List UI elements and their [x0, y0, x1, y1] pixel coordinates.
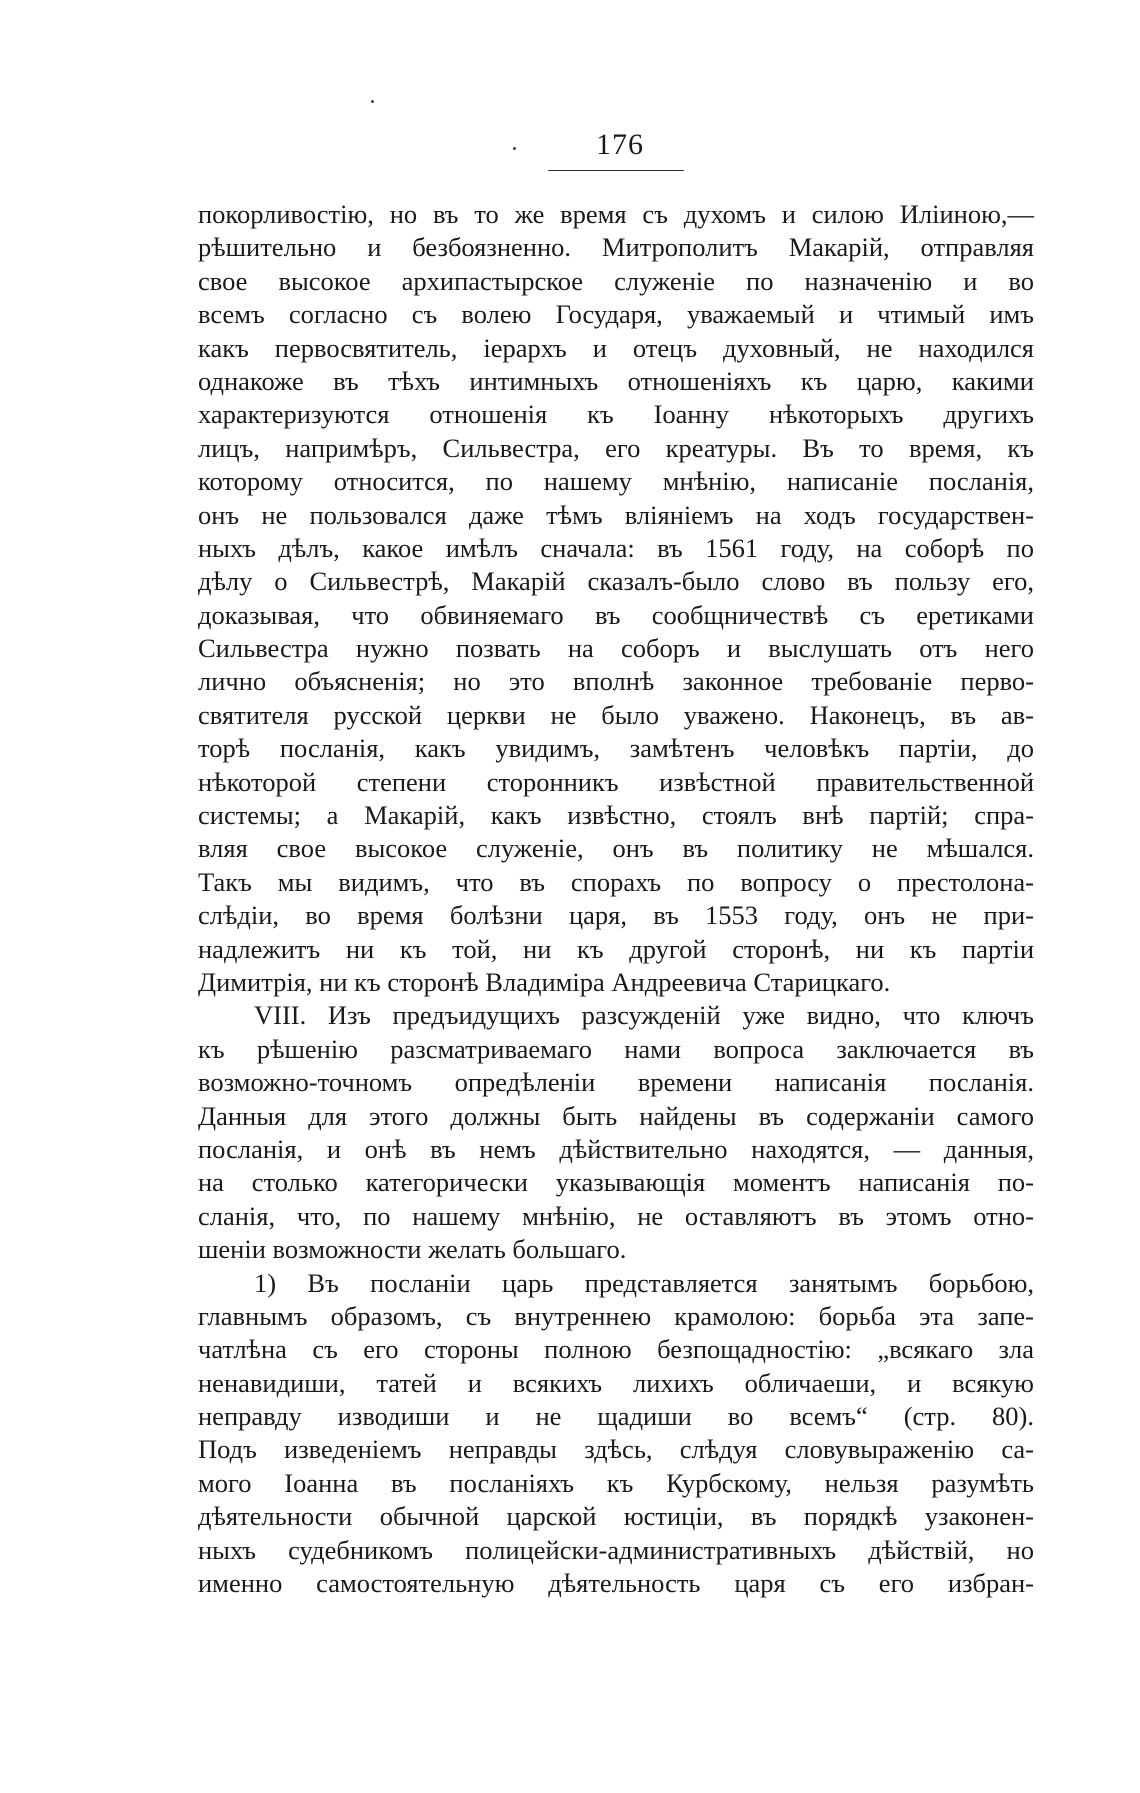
text-line: нѣкоторой степени сторонникъ извѣстной правительственной — [198, 766, 1034, 797]
text-line: неправду изводиши и не щадиши во всемъ“ (стр. 80). — [198, 1401, 1034, 1432]
text-line: свое высокое архипастырское служеніе по назначенію и во — [198, 265, 1034, 296]
text-line: лично объясненія; но это вполнѣ законное требованіе перво- — [198, 666, 1034, 697]
text-line: къ рѣшенію разсматриваемаго нами вопроса заключается въ — [198, 1033, 1034, 1064]
text-line: Данныя для этого должны быть найдены въ содержаніи самого — [198, 1100, 1034, 1131]
text-line: Такъ мы видимъ, что въ спорахъ по вопросу о престолона- — [198, 866, 1034, 897]
paragraph-start-line: 1) Въ посланіи царь представляется занятымъ борьбою, — [254, 1267, 1034, 1298]
text-line: Сильвестра нужно позвать на соборъ и выслушать отъ него — [198, 633, 1034, 664]
text-line: системы; а Макарій, какъ извѣстно, стоялъ внѣ партій; спра- — [198, 800, 1034, 831]
text-line: характеризуются отношенія къ Іоанну нѣкоторыхъ другихъ — [198, 399, 1034, 430]
paragraph-start-line: VIII. Изъ предъидущихъ разсужденій уже видно, что ключъ — [254, 1000, 1034, 1031]
page-number-rule — [548, 170, 684, 171]
text-line: сланія, что, по нашему мнѣнію, не оставляютъ въ этомъ отно- — [198, 1200, 1034, 1231]
text-line: однакоже въ тѣхъ интимныхъ отношеніяхъ къ царю, какими — [198, 365, 1034, 396]
text-line: ныхъ судебникомъ полицейски-административныхъ дѣйствій, но — [198, 1534, 1034, 1565]
text-line: всемъ согласно съ волею Государя, уважаемый и чтимый имъ — [198, 299, 1034, 330]
text-line: ненавидиши, татей и всякихъ лихихъ обличаеши, и всякую — [198, 1367, 1034, 1398]
text-line: рѣшительно и безбоязненно. Митрополитъ Макарій, отправляя — [198, 232, 1034, 263]
text-line: доказывая, что обвиняемаго въ сообщничествѣ съ еретиками — [198, 599, 1034, 630]
text-line: которому относится, по нашему мнѣнію, написаніе посланія, — [198, 466, 1034, 497]
text-line: шеніи возможности желать большаго. — [198, 1234, 627, 1265]
text-line: ныхъ дѣлъ, какое имѣлъ сначала: въ 1561 году, на соборѣ по — [198, 532, 1034, 563]
text-line: дѣлу о Сильвестрѣ, Макарій сказалъ-было слово въ пользу его, — [198, 566, 1034, 597]
text-line: именно самостоятельную дѣятельность царя съ его избран- — [198, 1568, 1034, 1599]
text-line: торѣ посланія, какъ увидимъ, замѣтенъ человѣкъ партіи, до — [198, 733, 1034, 764]
text-line: какъ первосвятитель, іерархъ и отецъ духовный, не находился — [198, 332, 1034, 363]
page-number: 176 — [596, 128, 644, 161]
body-text — [198, 198, 1034, 1600]
text-line: возможно-точномъ опредѣленіи времени написанія посланія. — [198, 1067, 1034, 1098]
text-line: посланія, и онѣ въ немъ дѣйствительно находятся, — данныя, — [198, 1133, 1034, 1164]
text-line: святителя русской церкви не было уважено. Наконецъ, въ ав- — [198, 699, 1034, 730]
text-line: покорливостію, но въ то же время съ духомъ и силою Иліиною,— — [198, 199, 1034, 229]
text-line: на столько категорически указывающія моментъ написанія по- — [198, 1167, 1034, 1198]
text-line: чатлѣна съ его стороны полною безпощадностію: „всякаго зла — [198, 1334, 1034, 1365]
stray-mark-left — [513, 147, 516, 150]
text-line: дѣятельности обычной царской юстиціи, въ порядкѣ узаконен- — [198, 1501, 1034, 1532]
stray-mark-top — [371, 100, 374, 103]
text-line: слѣдіи, во время болѣзни царя, въ 1553 году, онъ не при- — [198, 900, 1034, 931]
text-line: онъ не пользовался даже тѣмъ вліяніемъ на ходъ государствен- — [198, 499, 1034, 530]
text-line: Подъ изведеніемъ неправды здѣсь, слѣдуя словувыраженію са- — [198, 1434, 1034, 1465]
text-line: надлежитъ ни къ той, ни къ другой сторонѣ, ни къ партіи — [198, 933, 1034, 964]
text-line: Димитрія, ни къ сторонѣ Владиміра Андреевича Старицкаго. — [198, 966, 891, 997]
text-line: главнымъ образомъ, съ внутреннею крамолою: борьба эта запе- — [198, 1300, 1034, 1331]
text-line: мого Іоанна въ посланіяхъ къ Курбскому, нельзя разумѣть — [198, 1467, 1034, 1498]
text-line: лицъ, напримѣръ, Сильвестра, его креатуры. Въ то время, къ — [198, 432, 1034, 463]
text-line: вляя свое высокое служеніе, онъ въ политику не мѣшался. — [198, 833, 1034, 864]
